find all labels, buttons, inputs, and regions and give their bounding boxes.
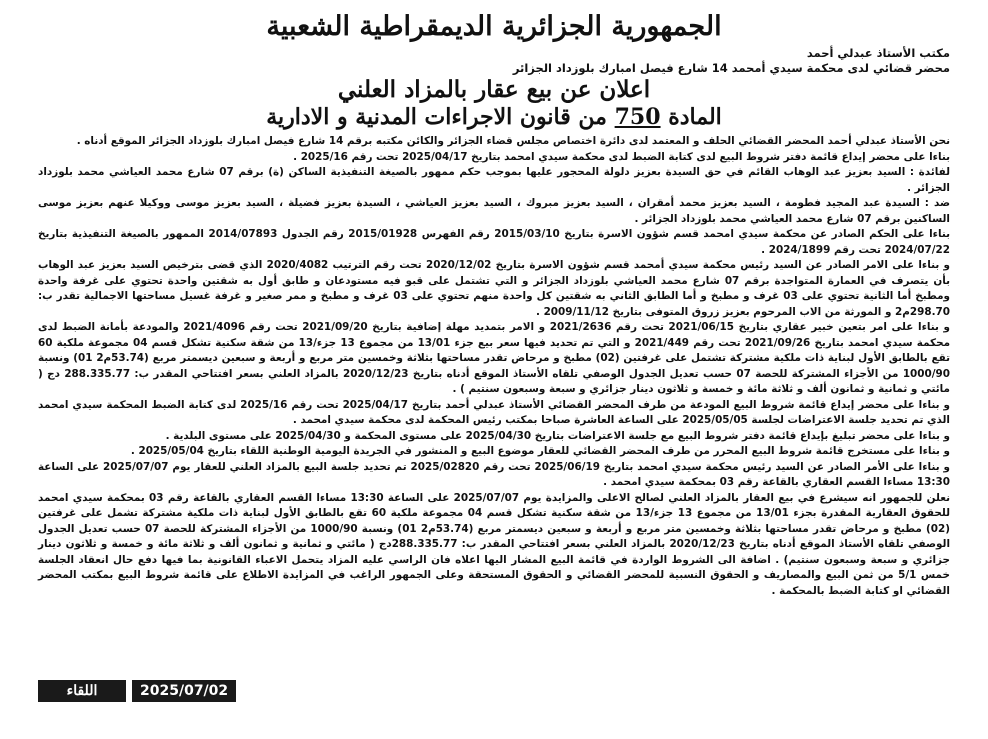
notice-title: اعلان عن بيع عقار بالمزاد العلني [337, 76, 651, 103]
paragraph-expert: و بناءا على امر بتعين خبير عقاري بتاريخ 2021/06/15 تحت رقم 2021/2636 و الامر بتمديد مهلة إضافية بتاريخ 2021/09/20 تحت رقم 2021/4096 والمودعة بأمانة الضبط لدى محكمة سيدي امحمد بتاريخ 2021/09/26 تحت رقم 2021/449 و التي تم تحديد فيها سعر بيع جزء 13/01 من مجموع 13 جزء/13 من شقة سكنية تشكل قسم 04 مجموعة ملكية 60 تقع بالطابق الأول لبناية ذات ملكية مشتركة تشتمل على غرفتين (02) مطبخ و مرحاض تقدر مساحتها بثلاثة وخمسين متر مربع و أربعة و سبعين ديسمتر مربع (53.74م2 01) ونسبة 1000/90 من الأجزاء المشتركة للحصة 07 حسب تعديل الجدول الوصفي تلقاه الأستاذ الموقع أدناه بتاريخ 2020/12/23 بالمزاد العلني بسعر افتتاحي المقدر ب: 288.335.77 دج ( مائتي و ثمانية و ثمانون ألف و ثلاثة مائة و خمسة و ثلاثون دينار جزائري و سبعة وسبعون سنتيم ) . [38, 321, 951, 395]
subtitle-prefix: المادة [668, 104, 722, 130]
paragraph-session: و بناءا على الأمر الصادر عن السيد رئيس محكمة سيدي امحمد بتاريخ 2025/06/19 تحت رقم 2025/02820 تم تحديد جلسة البيع بالمزاد العلني للعقار يوم 2025/07/07 على الساعة 13:30 مساءا القسم العقاري بالقاعة رقم 03 بمحكمة سيدي امحمد . [38, 460, 950, 488]
office-name: مكتب الأستاذ عبدلي أحمد [806, 46, 950, 60]
notice-body [38, 134, 950, 599]
newspaper-name: اللقاء [38, 680, 126, 702]
paragraph-conditions: و بناءا على محضر إيداع قائمة شروط البيع المودعة من طرف المحضر القضائي الأستاذ عبدلي أحمد بتاريخ 2025/04/17 تحت رقم 2025/16 لدى كتابة الضبط المحكمة سيدي امحمد الذي تم تحديد جلسة الاعتراضات لجلسة 2025/05/05 على الساعة العاشرة صباحا بمكتب رئيس المحكمة لدى محكمة سيدي امحمد . [38, 398, 950, 426]
article-number: 750 [614, 104, 661, 130]
paragraph-notification: و بناءا على محضر تبليغ بإيداع قائمة دفتر شروط البيع مع جلسة الاعتراضات بتاريخ 2025/04/30 على مستوى المحكمة و 2025/04/30 على مستوى البلدية . [165, 429, 950, 442]
country-heading: الجمهورية الجزائرية الديمقراطية الشعبية [266, 11, 722, 42]
paragraph-order: و بناءا على الامر الصادر عن السيد رئيس محكمة سيدي أمحمد قسم شؤون الاسرة بتاريخ 2020/12/02 تحت رقم الترتيب 2020/4082 الذي قضى بترخيص السيد بعزيز عبد الوهاب بأن يتصرف في العمارة المتواجدة برقم 07 شارع محمد العياشي بلوزداد الجزائر و التي تشتمل على قبو فيه مستودعان و طابق أول به شقتين واحدة تحتوي على غرفة واحدة ومطبخ أما الثانية تحتوي على 03 غرف و مطبخ و أما الطابق الثاني به شقتين كل واحدة منهم تحتوي على 03 غرف و مطبخ و ممر صغير و غرفة غسيل مساحتها الاجمالية تقدر ب: 298.70م2 و المورثة من الاب المرحوم بعزيز زروق المتوفى بتاريخ 2009/11/12 . [38, 259, 950, 318]
paragraph-announcement: نعلن للجمهور انه سيشرع في بيع العقار بالمزاد العلني لصالح الاعلى والمزايدة يوم 2025/07/07 على الساعة 13:30 مساءا القسم العقاري بالقاعة رقم 03 بمحكمة سيدي امحمد للحقوق العقارية المقدرة بجزء 13/01 من مجموع 13 جزء/13 من شقة سكنية تشكل قسم 04 مجموعة ملكية 60 تقع بالطابق الأول لبناية ذات ملكية مشتركة تشمل على غرفتين (02) مطبخ و مرحاض تقدر مساحتها بثلاثة وخمسين متر مربع و أربعة و سبعين ديسمتر مربع (53.74م2 01) ونسبة 1000/90 من الأجزاء المشتركة للحصة 07 حسب تعديل الجدول الوصفي تلقاه الأستاذ الموقع أدناه بتاريخ 2020/12/23 بالمزاد العلني بسعر افتتاحي المقدر ب: 288.335.77دج ( مائتي و ثمانية و ثمانون ألف و ثلاثة مائة و خمسة و ثلاثون دينار جزائري و سبعة وسبعون سنتيم) . اضافة الى الشروط الواردة في قائمة البيع المشار اليها اعلاه فان الراسي عليه المزاد يتحمل الاعباء القانونية بما فيها دفع حال انعقاد الجلسة خمس 5/1 من ثمن البيع والمصاريف و الحقوق النسبية للمحضر القضائي و الحقوق المستحقة وعلى الجمهور الراغب في المزايدة الاطلاع على قائمة شروط البيع بمكتب المحضر القضائي او كتابة الضبط بالمحكمة . [38, 491, 951, 597]
paragraph-beneficiary: لفائدة : السيد بعزيز عبد الوهاب القائم في حق السيدة بعزيز دلولة المحجور عليها بموجب حكم ممهور بالصيغة التنفيذية الساكن (ة) برقم 07 شارع محمد العياشي محمد بلوزداد الجزائر . [38, 166, 950, 194]
notice-subtitle [38, 104, 950, 131]
paragraph-defendants: ضد : السيدة عبد المجيد فطومة ، السيد بعزيز محمد أمقران ، السيد بعزيز مبروك ، السيد بعزيز العياشي ، السيدة بعزيز فضيلة ، السيد بعزيز موسى ووكيلا عنهم بعزيز موسى الساكنين برقم 07 شارع محمد العياشي محمد بلوزداد الجزائر . [38, 197, 950, 225]
bailiff-office [38, 46, 950, 76]
subtitle-suffix: من قانون الاجراءات المدنية و الادارية [266, 104, 607, 130]
paragraph-publication: و بناءا على مستخرج قائمة شروط البيع المحرر من طرف المحضر القضائي للعقار موضوع البيع و المنشور في الجريدة اليومية الوطنية اللقاء بتاريخ 2025/05/04 . [130, 445, 950, 457]
paragraph-judgment: بناءا على الحكم الصادر عن محكمة سيدي امحمد قسم شؤون الاسرة بتاريخ 2015/03/10 رقم الفهرس 2015/01928 رقم الجدول 2014/07893 الممهور بالصيغة التنفيذية بتاريخ 2024/07/22 تحت رقم 2024/1899 . [38, 228, 951, 256]
auction-notice [38, 10, 950, 599]
publication-date: 2025/07/02 [132, 680, 236, 702]
office-address: محضر قضائي لدى محكمة سيدي أمحمد 14 شارع فيصل امبارك بلوزداد الجزائر [512, 61, 950, 75]
notice-footer [38, 680, 236, 702]
paragraph-deposit: بناءا على محضر إيداع قائمة دفتر شروط البيع لدى كتابة الضبط لدى محكمة سيدي امحمد بتاريخ 2025/04/17 تحت رقم 2025/16 . [293, 150, 950, 163]
paragraph-intro: نحن الأستاذ عبدلي أحمد المحضر القضائي الحلف و المعتمد لدى دائرة اختصاص مجلس قضاء الجزائر والكائن مكتبه برقم 14 شارع فيصل امبارك بلوزداد الجزائر الموقع أدناه . [76, 135, 950, 147]
